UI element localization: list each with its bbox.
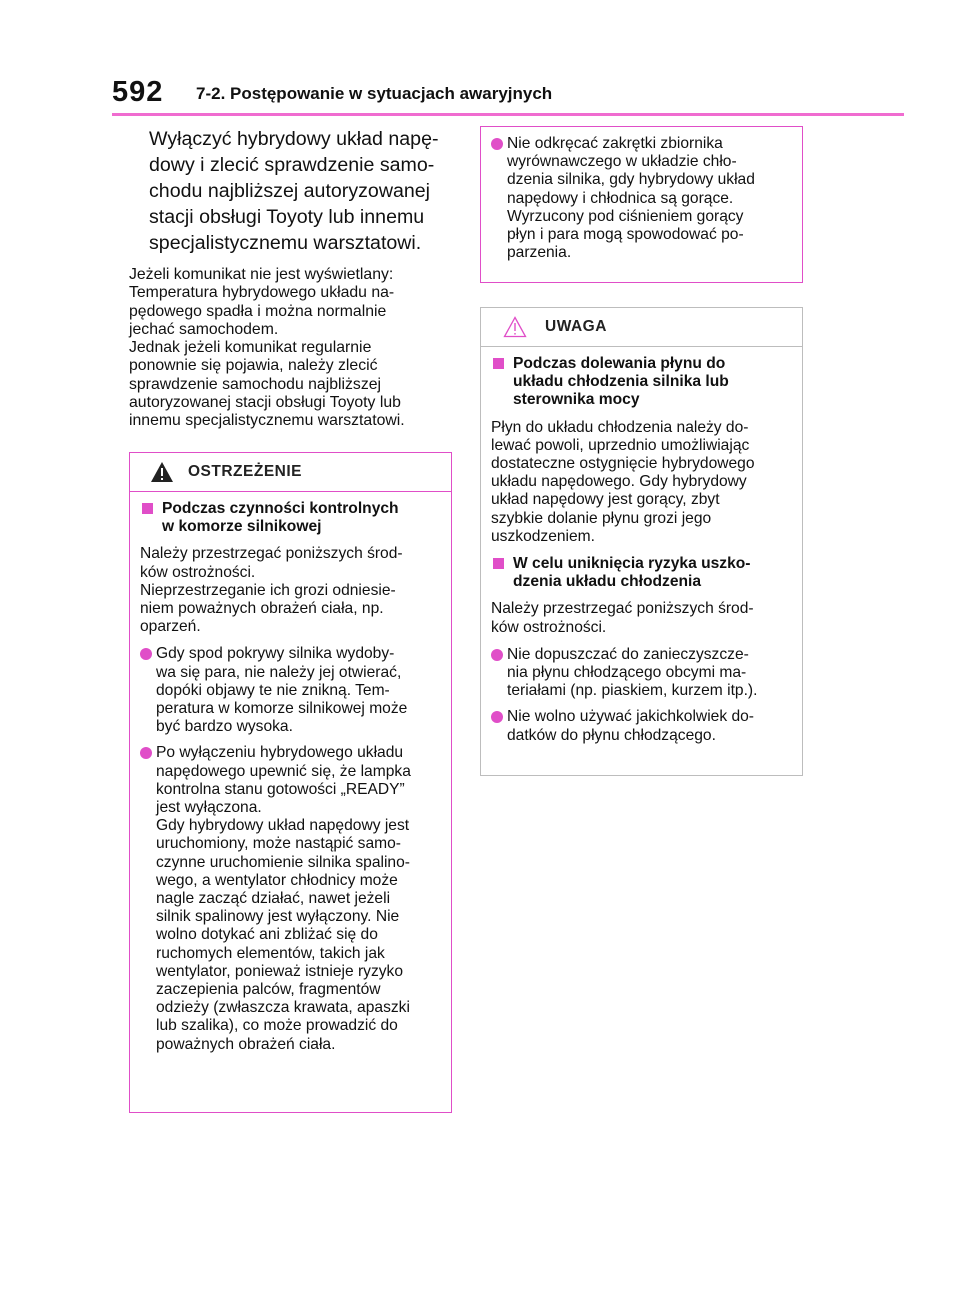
text-line: czynne uruchomienie silnika spalino- [156, 853, 410, 871]
text-line: być bardzo wysoka. [156, 718, 293, 736]
text-line: ków ostrożności. [140, 563, 256, 581]
text-line: Płyn do układu chłodzenia należy do- [491, 418, 749, 436]
round-bullet-icon [491, 649, 503, 661]
caution-bullet [491, 646, 796, 701]
text-line: wolno dotykać ani zbliżać się do [156, 926, 378, 944]
text-line: silnik spalinowy jest wyłączony. Nie [156, 908, 400, 926]
continuation-body [481, 127, 802, 262]
warning-subheading [140, 500, 445, 536]
text-line: szybkie dolanie płynu grozi jego [491, 509, 712, 527]
square-bullet-icon [142, 503, 153, 514]
text-line: Należy przestrzegać poniższych środ- [491, 600, 754, 618]
round-bullet-icon [140, 648, 152, 660]
caution-bullet [491, 708, 796, 744]
square-bullet-icon [493, 358, 504, 369]
text-line: Nie odkręcać zakrętki zbiornika [507, 135, 723, 152]
text-line: sprawdzenie samochodu najbliższej [129, 375, 382, 393]
warning-continuation-box [480, 126, 803, 283]
text-line: Gdy spod pokrywy silnika wydoby- [156, 645, 395, 663]
warning-bullet [140, 645, 445, 736]
text-line: poważnych obrażeń ciała. [156, 1035, 336, 1053]
caution-subheading [491, 555, 796, 591]
page-number: 592 [112, 76, 164, 108]
text-line: jest wyłączona. [156, 799, 262, 817]
warning-intro [140, 545, 445, 636]
text-line: wego, a wentylator chłodnicy może [156, 871, 398, 889]
text-line: Jeżeli komunikat nie jest wyświetlany: [129, 266, 394, 283]
text-line: teriałami (np. piaskiem, kurzem itp.). [507, 682, 758, 700]
warning-bullet [140, 744, 445, 1053]
lead-line: stacji obsługi Toyoty lub innemu [149, 206, 425, 228]
text-line: Nie wolno używać jakichkolwiek do- [507, 708, 755, 726]
caution-subheading [491, 355, 796, 410]
round-bullet-icon [140, 747, 152, 759]
text-line: niem poważnych obrażeń ciała, np. [140, 600, 384, 618]
text-line: parzenia. [507, 244, 572, 262]
round-bullet-icon [491, 138, 503, 150]
text-line: oparzeń. [140, 618, 201, 636]
warning-body [130, 492, 451, 1054]
text-line: wa się para, nie należy jej otwierać, [156, 663, 402, 681]
caution-paragraph [491, 419, 796, 546]
text-line: peratura w komorze silnikowej może [156, 700, 408, 718]
text-line: dostateczne ostygnięcie hybrydowego [491, 455, 755, 473]
caution-title: UWAGA [545, 318, 607, 335]
text-line: ków ostrożności. [491, 618, 607, 636]
text-line: Należy przestrzegać poniższych środ- [140, 545, 403, 563]
text-line: Nie dopuszczać do zanieczyszcze- [507, 645, 749, 663]
caution-body [481, 347, 802, 745]
text-line: uruchomiony, może nastąpić samo- [156, 835, 401, 853]
caution-box-header [481, 308, 802, 347]
text-line: układu napędowego. Gdy hybrydowy [491, 473, 747, 491]
text-line: Gdy hybrydowy układ napędowy jest [156, 817, 410, 835]
text-line: układ napędowy jest gorący, zbyt [491, 491, 720, 509]
lead-line: specjalistycznemu warsztatowi. [149, 232, 422, 254]
text-line: wyrównawczego w układzie chło- [507, 153, 737, 171]
caution-triangle-icon [503, 316, 527, 343]
text-line: w komorze silnikowej [162, 518, 322, 536]
text-line: zaczepienia palców, fragmentów [156, 981, 381, 999]
lead-line: chodu najbliższej autoryzowanej [149, 180, 431, 202]
text-line: napędowego upewnić się, że lampka [156, 762, 411, 780]
text-line: sterownika mocy [513, 391, 640, 409]
text-line: uszkodzeniem. [491, 527, 596, 545]
text-line: lub szalika), co może prowadzić do [156, 1017, 398, 1035]
text-line: jechać samochodem. [129, 320, 279, 338]
caution-paragraph [491, 600, 796, 636]
page-header [0, 0, 960, 120]
header-divider [112, 113, 904, 116]
text-line: dzenia układu chłodzenia [513, 573, 702, 591]
text-line: Podczas dolewania płynu do [513, 355, 726, 372]
warning-bullet [491, 135, 796, 262]
text-line: wentylator, ponieważ istnieje ryzyko [156, 962, 404, 980]
text-line: dopóki objawy te nie znikną. Tem- [156, 681, 390, 699]
round-bullet-icon [491, 711, 503, 723]
text-line: odzieży (zwłaszcza krawata, apaszki [156, 999, 410, 1017]
text-line: kontrolna stanu gotowości „READY” [156, 780, 405, 798]
text-line: Wyrzucony pod ciśnieniem gorący [507, 207, 744, 225]
text-line: ruchomych elementów, takich jak [156, 944, 385, 962]
section-title: 7-2. Postępowanie w sytuacjach awaryjnych [196, 84, 553, 103]
text-line: nia płynu chłodzącego obcymi ma- [507, 664, 747, 682]
text-line: datków do płynu chłodzącego. [507, 726, 716, 744]
text-line: układu chłodzenia silnika lub [513, 373, 729, 391]
text-line: Jednak jeżeli komunikat regularnie [129, 339, 372, 357]
warning-box [129, 452, 452, 1113]
caution-box [480, 307, 803, 776]
info-paragraph [129, 266, 451, 431]
text-line: ponownie się pojawia, należy zlecić [129, 357, 378, 375]
lead-line: Wyłączyć hybrydowy układ napę- [149, 128, 439, 150]
text-line: Temperatura hybrydowego układu na- [129, 284, 395, 302]
text-line: pędowego spadła i można normalnie [129, 302, 387, 320]
text-line: nagle zacząć działać, nawet jeżeli [156, 890, 391, 908]
text-line: napędowy i chłodnica są gorące. [507, 189, 734, 207]
text-line: Po wyłączeniu hybrydowego układu [156, 744, 404, 762]
warning-box-header [130, 453, 451, 492]
text-line: autoryzowanej stacji obsługi Toyoty lub [129, 394, 401, 412]
lead-instruction [149, 126, 451, 256]
text-line: dzenia silnika, gdy hybrydowy układ [507, 171, 755, 189]
text-line: innemu specjalistycznemu warsztatowi. [129, 412, 405, 430]
text-line: Podczas czynności kontrolnych [162, 500, 399, 517]
warning-triangle-icon [150, 461, 174, 488]
lead-line: dowy i zlecić sprawdzenie samo- [149, 154, 435, 176]
text-line: Nieprzestrzeganie ich grozi odniesie- [140, 581, 396, 599]
text-line: W celu uniknięcia ryzyka uszko- [513, 555, 751, 573]
text-line: lewać powoli, uprzednio umożliwiając [491, 436, 750, 454]
text-line: płyn i para mogą spowodować po- [507, 226, 744, 244]
square-bullet-icon [493, 558, 504, 569]
left-column [129, 126, 451, 431]
warning-title: OSTRZEŻENIE [188, 463, 303, 480]
